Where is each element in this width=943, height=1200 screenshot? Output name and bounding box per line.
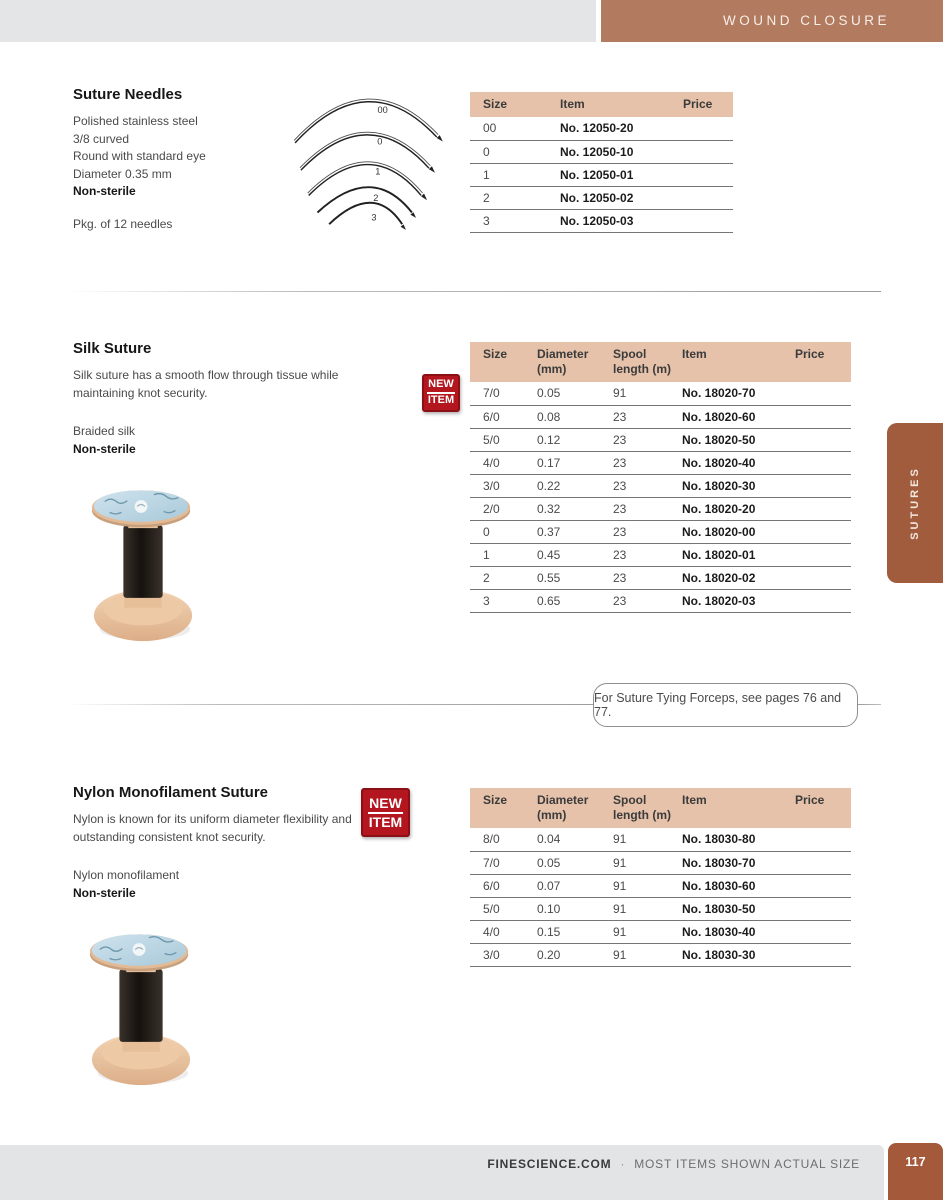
- spec-line: Diameter 0.35 mm: [73, 166, 172, 181]
- item-number-cell: No. 18020-30: [682, 474, 795, 497]
- column-header: Spool length (m): [613, 788, 682, 828]
- item-number-cell: No. 18020-03: [682, 589, 795, 612]
- item-number-cell: No. 18020-00: [682, 520, 795, 543]
- cross-reference-callout: [593, 683, 858, 727]
- table-cell: [683, 186, 733, 209]
- table-cell: 23: [613, 451, 682, 474]
- callout-connector-line: [858, 704, 881, 705]
- item-number-cell: No. 18020-70: [682, 382, 795, 405]
- table-cell: [795, 474, 851, 497]
- table-cell: 91: [613, 828, 682, 851]
- table-row: [470, 474, 851, 497]
- item-number-cell: No. 18030-80: [682, 828, 795, 851]
- table-cell: 3/0: [470, 474, 537, 497]
- material-note: Braided silk: [73, 424, 136, 438]
- table-row: [470, 543, 851, 566]
- table-cell: 23: [613, 543, 682, 566]
- table-row: [470, 451, 851, 474]
- needle-size-label: 0: [377, 136, 383, 147]
- footer-separator-dot: ·: [620, 1157, 626, 1171]
- table-cell: 91: [613, 897, 682, 920]
- table-cell: [795, 451, 851, 474]
- section-description: Nylon is known for its uniform diameter flexibility and outstanding consistent knot security.: [73, 812, 352, 844]
- footer-site: FINESCIENCE.COM: [487, 1157, 612, 1171]
- section-divider: [65, 291, 881, 292]
- table-cell: 0: [470, 140, 560, 163]
- column-header: Item: [682, 788, 795, 828]
- table-cell: 2/0: [470, 497, 537, 520]
- table-row: [470, 405, 851, 428]
- table-cell: 0.08: [537, 405, 613, 428]
- needle-size-label: 00: [377, 105, 388, 116]
- table-row: [470, 186, 733, 209]
- table-cell: [795, 920, 851, 943]
- column-header: Item: [682, 342, 795, 382]
- badge-line: ITEM: [427, 394, 455, 406]
- top-gray-bar: [0, 0, 596, 42]
- packaging-note: Pkg. of 12 needles: [73, 216, 173, 231]
- table-cell: [795, 566, 851, 589]
- suture-spool-image: [80, 480, 208, 645]
- table-cell: [795, 943, 851, 966]
- table-cell: 91: [613, 851, 682, 874]
- table-cell: 3/0: [470, 943, 537, 966]
- new-item-badge: [422, 374, 460, 412]
- table-cell: [795, 405, 851, 428]
- table-cell: [795, 497, 851, 520]
- table-cell: 91: [613, 874, 682, 897]
- table-cell: 23: [613, 474, 682, 497]
- item-number-cell: No. 18020-60: [682, 405, 795, 428]
- table-row: [470, 497, 851, 520]
- table-row: [470, 209, 733, 232]
- item-number-cell: No. 18020-20: [682, 497, 795, 520]
- section-title: Silk Suture: [73, 340, 152, 357]
- table-cell: 6/0: [470, 874, 537, 897]
- item-number-cell: No. 18030-70: [682, 851, 795, 874]
- table-cell: 91: [613, 382, 682, 405]
- table-cell: [795, 897, 851, 920]
- item-number-cell: No. 12050-02: [560, 186, 683, 209]
- table-cell: 2: [470, 186, 560, 209]
- table-row: [470, 140, 733, 163]
- table-row: [470, 920, 851, 943]
- footer-note: MOST ITEMS SHOWN ACTUAL SIZE: [634, 1157, 860, 1171]
- needle-size-label: 1: [375, 166, 381, 177]
- needle-diagram-icon: [288, 84, 454, 230]
- column-header: Size: [470, 788, 537, 828]
- table-row: [470, 828, 851, 851]
- spec-line: Polished stainless steel: [73, 114, 198, 128]
- item-number-cell: No. 12050-01: [560, 163, 683, 186]
- table-cell: 0.10: [537, 897, 613, 920]
- table-row: [470, 117, 733, 140]
- table-cell: 1: [470, 543, 537, 566]
- table-cell: 7/0: [470, 851, 537, 874]
- sterility-note: Non-sterile: [73, 441, 136, 456]
- item-number-cell: No. 18020-50: [682, 428, 795, 451]
- section-title: Suture Needles: [73, 86, 183, 103]
- page-number-box: [888, 1143, 943, 1200]
- silk-suture-table: [470, 342, 851, 613]
- new-item-badge: [361, 788, 410, 837]
- column-header: Price: [795, 342, 851, 382]
- sutures-side-tab: [887, 423, 943, 583]
- material-note: Nylon monofilament: [73, 868, 180, 882]
- column-header: Price: [683, 92, 733, 117]
- table-row: [470, 589, 851, 612]
- item-number-cell: No. 12050-10: [560, 140, 683, 163]
- table-cell: 23: [613, 566, 682, 589]
- table-cell: [795, 520, 851, 543]
- table-cell: 3: [470, 589, 537, 612]
- table-cell: 91: [613, 943, 682, 966]
- table-cell: [683, 140, 733, 163]
- table-cell: 0.07: [537, 874, 613, 897]
- footer-text: [487, 1145, 860, 1183]
- section-description: Silk suture has a smooth flow through tissue while maintaining knot security.: [73, 368, 339, 400]
- table-cell: 0.55: [537, 566, 613, 589]
- badge-line: NEW: [368, 796, 403, 814]
- table-cell: 0.04: [537, 828, 613, 851]
- item-number-cell: No. 18030-30: [682, 943, 795, 966]
- needle-size-label: 2: [373, 192, 379, 203]
- table-cell: 0.17: [537, 451, 613, 474]
- silk-suture-section: [73, 340, 368, 458]
- table-row: [470, 874, 851, 897]
- footer-bar: [0, 1145, 884, 1200]
- needle-size-label: 3: [371, 212, 377, 223]
- table-row: [470, 851, 851, 874]
- column-header: Size: [470, 92, 560, 117]
- table-row: [470, 566, 851, 589]
- side-tab-label: SUTURES: [909, 466, 921, 540]
- table-cell: 0.22: [537, 474, 613, 497]
- table-row: [470, 382, 851, 405]
- sterility-note: Non-sterile: [73, 184, 136, 198]
- table-cell: 23: [613, 589, 682, 612]
- table-cell: 1: [470, 163, 560, 186]
- table-cell: [683, 163, 733, 186]
- table-cell: 00: [470, 117, 560, 140]
- table-row: [470, 520, 851, 543]
- nylon-suture-section: [73, 784, 381, 902]
- suture-needles-section: [73, 86, 288, 233]
- nylon-suture-table: [470, 788, 851, 967]
- table-cell: [795, 851, 851, 874]
- table-cell: 23: [613, 405, 682, 428]
- table-cell: 0.05: [537, 382, 613, 405]
- table-cell: [795, 828, 851, 851]
- item-number-cell: No. 18030-60: [682, 874, 795, 897]
- table-cell: 0.12: [537, 428, 613, 451]
- column-header: Price: [795, 788, 851, 828]
- item-number-cell: No. 12050-20: [560, 117, 683, 140]
- table-row: [470, 163, 733, 186]
- table-cell: [795, 543, 851, 566]
- table-row: [470, 428, 851, 451]
- table-cell: 3: [470, 209, 560, 232]
- table-cell: 4/0: [470, 920, 537, 943]
- table-cell: 2: [470, 566, 537, 589]
- spec-line: 3/8 curved: [73, 131, 130, 146]
- item-number-cell: No. 18020-02: [682, 566, 795, 589]
- chapter-title: WOUND CLOSURE: [722, 13, 890, 28]
- table-row: [470, 897, 851, 920]
- column-header: Diameter (mm): [537, 788, 613, 828]
- table-cell: [683, 117, 733, 140]
- table-cell: 5/0: [470, 428, 537, 451]
- badge-line: ITEM: [368, 813, 403, 830]
- table-cell: 8/0: [470, 828, 537, 851]
- sterility-note: Non-sterile: [73, 885, 136, 900]
- section-title: Nylon Monofilament Suture: [73, 784, 268, 801]
- chapter-header-bar: [601, 0, 943, 42]
- table-cell: 23: [613, 497, 682, 520]
- table-cell: [795, 874, 851, 897]
- column-header: Size: [470, 342, 537, 382]
- table-cell: 5/0: [470, 897, 537, 920]
- table-cell: 6/0: [470, 405, 537, 428]
- table-cell: [683, 209, 733, 232]
- table-cell: 0.65: [537, 589, 613, 612]
- page-number: 117: [905, 1155, 926, 1169]
- table-row: [470, 943, 851, 966]
- table-cell: 4/0: [470, 451, 537, 474]
- callout-connector-line: [65, 704, 593, 705]
- table-cell: 23: [613, 428, 682, 451]
- column-header: Diameter (mm): [537, 342, 613, 382]
- table-cell: 0.15: [537, 920, 613, 943]
- table-cell: [795, 382, 851, 405]
- column-header: Spool length (m): [613, 342, 682, 382]
- spec-line: Round with standard eye: [73, 149, 206, 163]
- callout-text: For Suture Tying Forceps, see pages 76 and 77.: [594, 691, 842, 719]
- table-cell: 0.37: [537, 520, 613, 543]
- suture-needles-table: [470, 92, 733, 233]
- badge-line: NEW: [427, 379, 455, 394]
- item-number-cell: No. 18020-40: [682, 451, 795, 474]
- suture-spool-image: [78, 924, 206, 1089]
- table-cell: 7/0: [470, 382, 537, 405]
- column-header: Item: [560, 92, 683, 117]
- item-number-cell: No. 18020-01: [682, 543, 795, 566]
- table-cell: 0: [470, 520, 537, 543]
- table-cell: [795, 428, 851, 451]
- item-number-cell: No. 12050-03: [560, 209, 683, 232]
- table-cell: 91: [613, 920, 682, 943]
- table-cell: 23: [613, 520, 682, 543]
- item-number-cell: No. 18030-40: [682, 920, 795, 943]
- item-number-cell: No. 18030-50: [682, 897, 795, 920]
- table-cell: 0.45: [537, 543, 613, 566]
- table-cell: 0.20: [537, 943, 613, 966]
- table-cell: 0.32: [537, 497, 613, 520]
- table-cell: 0.05: [537, 851, 613, 874]
- table-cell: [795, 589, 851, 612]
